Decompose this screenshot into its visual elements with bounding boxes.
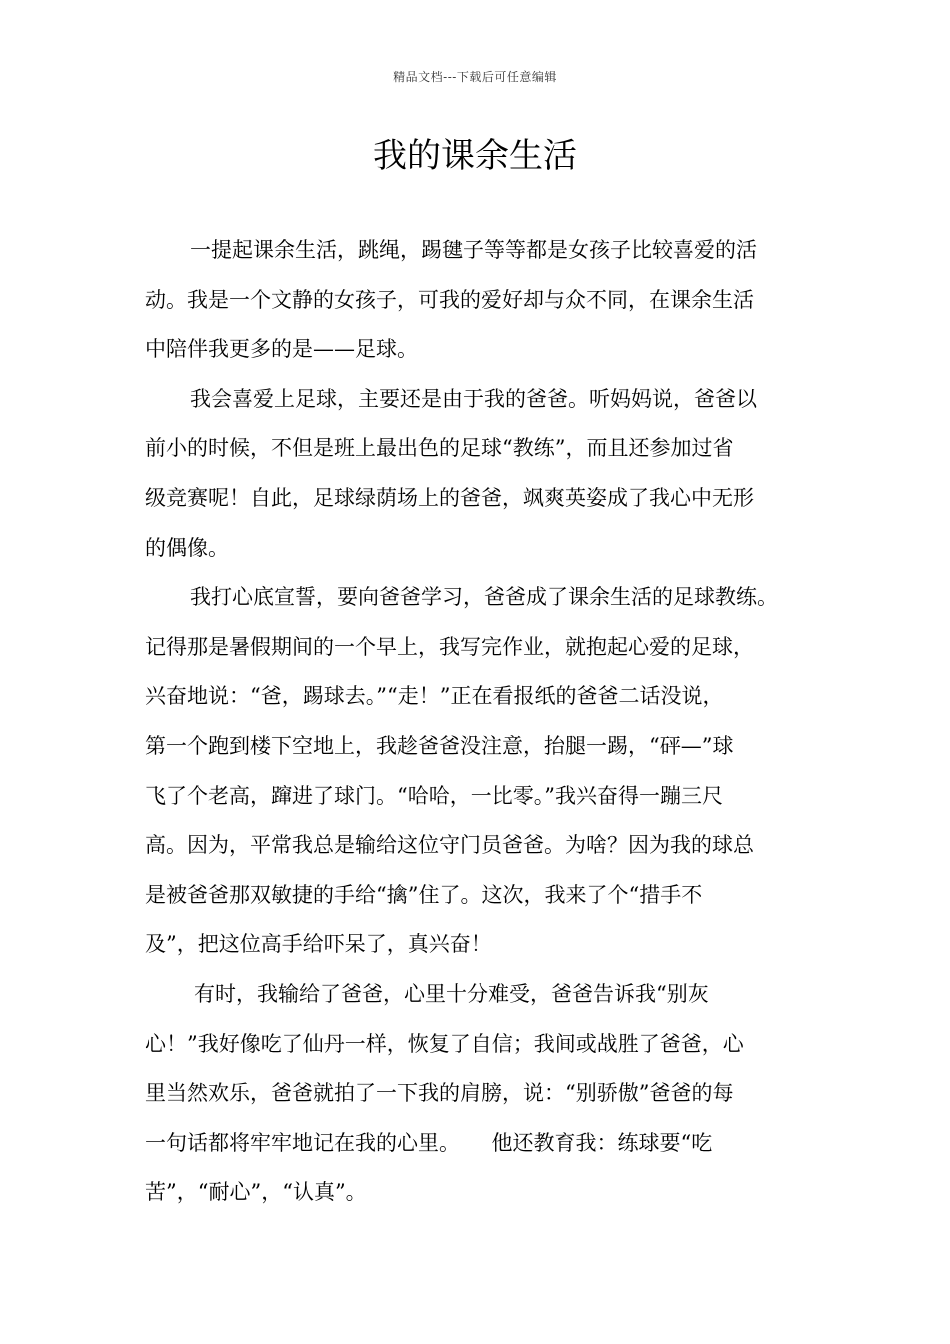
paragraph-3-line-3: 兴奋地说：“爸，踢球去。”“走！”正在看报纸的爸爸二话没说， xyxy=(145,684,724,709)
paragraph-3-line-8: 及”，把这位高手给吓呆了，真兴奋！ xyxy=(145,932,492,957)
paragraph-4-line-4: 一句话都将牢牢地记在我的心里。 他还教育我：练球要“吃 xyxy=(145,1130,713,1155)
paragraph-4-line-3: 里当然欢乐，爸爸就拍了一下我的肩膀，说：“别骄傲”爸爸的每 xyxy=(145,1081,734,1106)
paragraph-4-line-2: 心！”我好像吃了仙丹一样，恢复了自信；我间或战胜了爸爸，心 xyxy=(145,1031,744,1056)
paragraph-4-line-5: 苦”，“耐心”，“认真”。 xyxy=(145,1180,367,1205)
paragraph-3-line-5: 飞了个老高，蹿进了球门。“哈哈，一比零。”我兴奋得一蹦三尺 xyxy=(145,783,723,808)
paragraph-2-line-3: 级竞赛呢！自此，足球绿荫场上的爸爸，飒爽英姿成了我心中无形 xyxy=(145,485,754,510)
essay-body xyxy=(145,226,825,1218)
document-title: 我的课余生活 xyxy=(373,136,577,176)
paragraph-3-line-1: 我打心底宣誓，要向爸爸学习，爸爸成了课余生活的足球教练。 xyxy=(190,585,778,610)
paragraph-2-line-2: 前小的时候，不但是班上最出色的足球“教练”，而且还参加过省 xyxy=(145,436,734,461)
paragraph-2-line-4: 的偶像。 xyxy=(145,535,229,560)
header-note: 精品文档---下载后可任意编辑 xyxy=(393,70,557,84)
paragraph-3-line-2: 记得那是暑假期间的一个早上，我写完作业，就抱起心爱的足球， xyxy=(145,634,754,659)
paragraph-1-line-2: 动。我是一个文静的女孩子，可我的爱好却与众不同，在课余生活 xyxy=(145,287,754,312)
paragraph-3-line-6: 高。因为，平常我总是输给这位守门员爸爸。为啥？因为我的球总 xyxy=(145,833,754,858)
paragraph-1-line-3: 中陪伴我更多的是——足球。 xyxy=(145,337,418,362)
paragraph-2-line-1: 我会喜爱上足球，主要还是由于我的爸爸。听妈妈说，爸爸以 xyxy=(190,386,757,411)
paragraph-3-line-4: 第一个跑到楼下空地上，我趁爸爸没注意，抬腿一踢，“砰—”球 xyxy=(145,733,734,758)
paragraph-4-line-1: 有时，我输给了爸爸，心里十分难受，爸爸告诉我“别灰 xyxy=(194,981,709,1006)
paragraph-3-line-7: 是被爸爸那双敏捷的手给“擒”住了。这次，我来了个“措手不 xyxy=(145,882,703,907)
paragraph-1-line-1: 一提起课余生活，跳绳，踢毽子等等都是女孩子比较喜爱的活 xyxy=(190,238,757,262)
